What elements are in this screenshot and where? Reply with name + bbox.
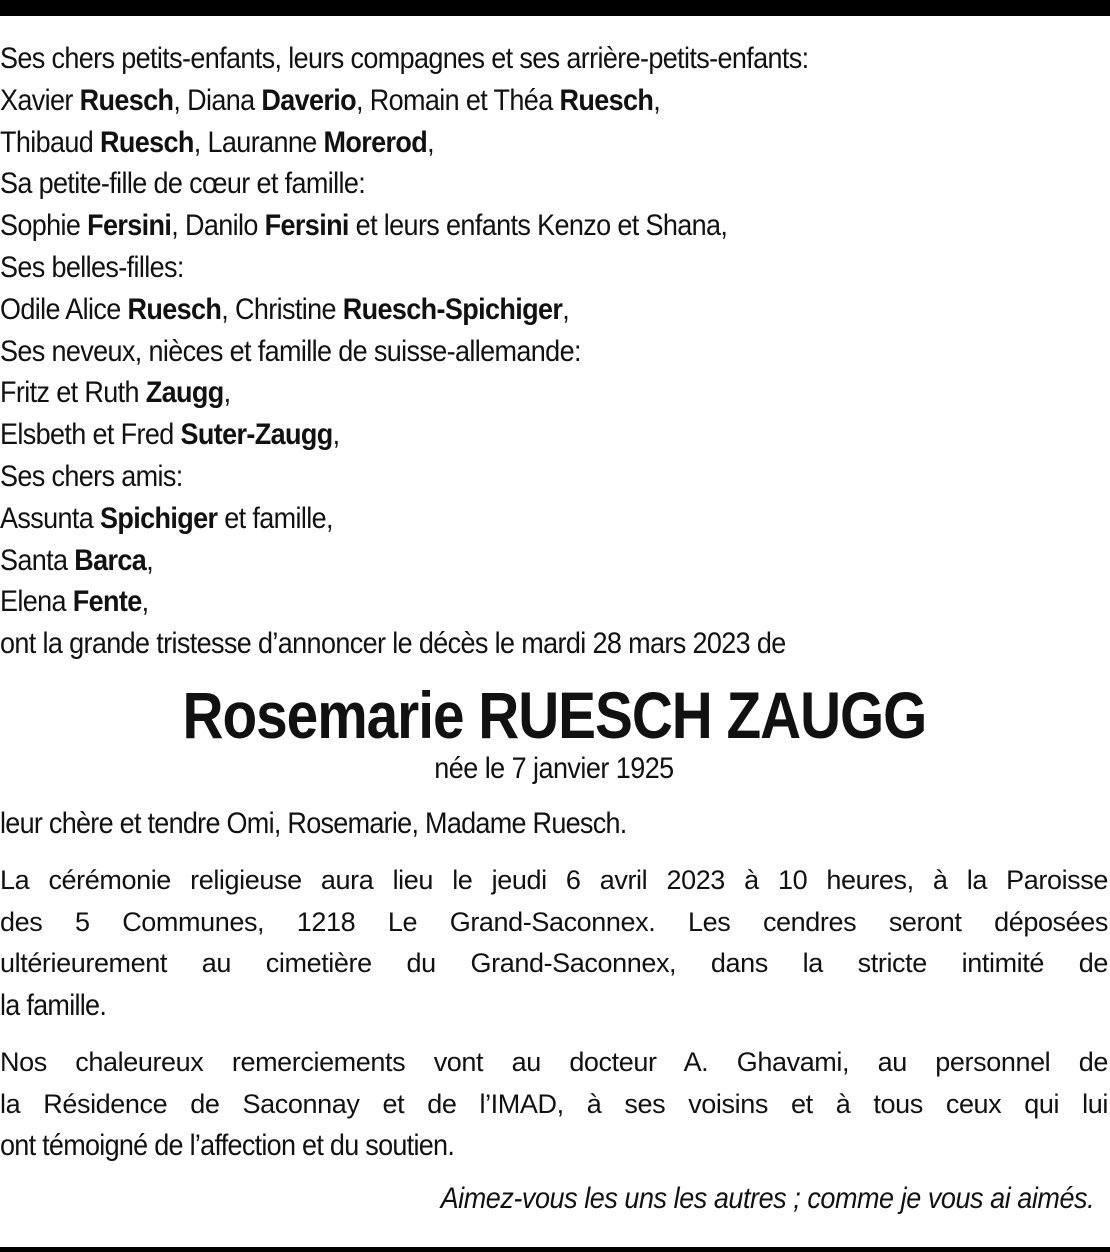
- family-line: [0, 247, 997, 289]
- text-run: , Romain et Théa: [356, 83, 560, 117]
- surname: Suter-Zaugg: [180, 418, 333, 452]
- family-line: [0, 372, 997, 414]
- text-run: ,: [653, 83, 661, 117]
- ceremony-line: ultérieurement au cimetière du Grand-Saconnex, dans la stricte intimité de: [0, 948, 1108, 979]
- text-run: , Lauranne: [193, 125, 324, 159]
- text-run: ,: [146, 543, 154, 577]
- ceremony-paragraph: [0, 860, 1108, 1026]
- text-run: ,: [141, 585, 149, 619]
- text-run: ,: [562, 292, 570, 326]
- text-run: Sophie: [0, 209, 88, 243]
- text-run: et leurs enfants Kenzo et Shana,: [348, 209, 728, 243]
- surname: Spichiger: [100, 501, 218, 535]
- text-run: ,: [332, 418, 340, 452]
- text-run: Elsbeth et Fred: [0, 418, 181, 452]
- family-line: [0, 623, 997, 665]
- birth-date: née le 7 janvier 1925: [434, 751, 674, 785]
- thanks-paragraph: [0, 1042, 1108, 1167]
- surname: Fersini: [87, 209, 172, 243]
- surname: Zaugg: [145, 376, 224, 410]
- top-rule: [0, 0, 1110, 16]
- ceremony-line: la famille.: [0, 988, 107, 1022]
- surname: Ruesch: [127, 292, 222, 326]
- text-run: Santa: [0, 543, 75, 577]
- family-list: [0, 38, 1108, 665]
- closing-quote: [0, 1179, 1108, 1219]
- text-run: Assunta: [0, 501, 101, 535]
- family-line: [0, 331, 997, 373]
- text-run: Sa petite-fille de cœur et famille:: [0, 167, 366, 201]
- text-run: Ses chers amis:: [0, 459, 183, 493]
- thanks-line: la Résidence de Saconnay et de l’IMAD, à ses voisins et à tous ceux qui lui: [0, 1088, 1108, 1119]
- tribute-line: leur chère et tendre Omi, Rosemarie, Madame Ruesch.: [0, 806, 627, 840]
- family-line: [0, 38, 997, 80]
- family-line: [0, 540, 997, 582]
- surname: Daverio: [261, 83, 357, 117]
- text-run: Elena: [0, 585, 73, 619]
- surname: Barca: [74, 543, 147, 577]
- ceremony-line: des 5 Communes, 1218 Le Grand-Saconnex. Les cendres seront déposées: [0, 906, 1108, 937]
- thanks-line: ont témoigné de l’affection et du soutien.: [0, 1129, 455, 1163]
- text-run: , Danilo: [171, 209, 265, 243]
- obituary-notice: [0, 38, 1108, 1219]
- text-run: ont la grande tristesse d’annoncer le décès le mardi 28 mars 2023 de: [0, 627, 786, 661]
- text-run: Ses neveux, nièces et famille de suisse-allemande:: [0, 334, 581, 368]
- family-line: [0, 122, 997, 164]
- closing-quote-text: Aimez-vous les uns les autres ; comme je vous ai aimés.: [440, 1181, 1094, 1215]
- text-run: Thibaud: [0, 125, 101, 159]
- text-run: et famille,: [217, 501, 333, 535]
- bottom-rule: [0, 1247, 1110, 1252]
- family-line: [0, 498, 997, 540]
- text-run: Fritz et Ruth: [0, 376, 146, 410]
- family-line: [0, 581, 997, 623]
- text-run: , Diana: [173, 83, 262, 117]
- surname: Ruesch: [100, 125, 194, 159]
- text-run: Ses chers petits-enfants, leurs compagnes et ses arrière-petits-enfants:: [0, 42, 809, 75]
- text-run: , Christine: [221, 292, 343, 326]
- surname: Ruesch: [79, 83, 174, 117]
- surname: Fente: [72, 585, 142, 619]
- surname: Ruesch-Spichiger: [342, 292, 563, 326]
- surname: Fersini: [264, 209, 349, 243]
- family-line: [0, 414, 997, 456]
- text-run: Odile Alice: [0, 292, 128, 326]
- ceremony-line: La cérémonie religieuse aura lieu le jeudi 6 avril 2023 à 10 heures, à la Paroisse: [0, 865, 1108, 896]
- text-run: Xavier: [0, 83, 80, 117]
- surname: Ruesch: [559, 83, 654, 117]
- deceased-name: Rosemarie RUESCH ZAUGG: [182, 677, 926, 752]
- family-line: [0, 205, 997, 247]
- text-run: Ses belles-filles:: [0, 250, 184, 284]
- deceased-block: [0, 679, 1108, 787]
- surname: Morerod: [323, 125, 428, 159]
- family-line: [0, 456, 997, 498]
- family-line: [0, 163, 997, 205]
- text-run: ,: [223, 376, 231, 410]
- family-line: [0, 289, 997, 331]
- tribute-paragraph: [0, 803, 1108, 845]
- text-run: ,: [427, 125, 434, 159]
- family-line: [0, 80, 997, 122]
- thanks-line: Nos chaleureux remerciements vont au docteur A. Ghavami, au personnel de: [0, 1047, 1108, 1078]
